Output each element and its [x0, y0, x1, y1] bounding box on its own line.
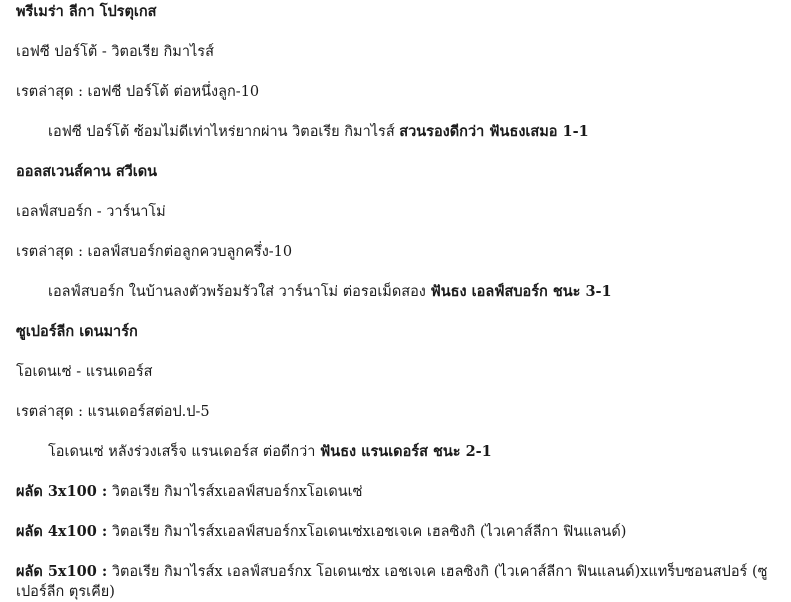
parlay-picks: วิตอเรีย กิมาไรส์x เอลฟ์สบอร์กx โอเดนเซ่x เอชเจเค เฮลซิงกิ (ไวเคาส์ลีกา ฟินแลนด์)xแทร็บซอนสปอร์ (ซูเปอร์ลีก ตุรเคีย): [16, 564, 768, 600]
match-line: เอฟซี ปอร์โต้ - วิตอเรีย กิมาไรส์: [16, 44, 214, 60]
league-title: พรีเมร่า ลีกา โปรตุเกส: [16, 3, 157, 20]
match-line: เอลฟ์สบอร์ก - วาร์นาโม่: [16, 204, 166, 220]
parlay-label: ผลัด 5x100 :: [16, 563, 108, 580]
analysis-text: เอฟซี ปอร์โต้ ซ้อมไม่ดีเท่าไหร่ยากผ่าน วิตอเรีย กิมาไรส์: [48, 124, 400, 140]
analysis-line: [48, 282, 612, 302]
analysis-line: [48, 442, 492, 462]
analysis-text: เอลฟ์สบอร์ก ในบ้านลงตัวพร้อมรัวใส่ วาร์นาโม่ ต่อรอเม็ดสอง: [48, 284, 431, 300]
parlay-label: ผลัด 3x100 :: [16, 483, 108, 500]
parlay-label: ผลัด 4x100 :: [16, 523, 108, 540]
parlay-4x100: [16, 522, 626, 542]
parlay-picks: วิตอเรีย กิมาไรส์xเอลฟ์สบอร์กxโอเดนเซ่: [107, 484, 363, 500]
parlay-3x100: [16, 482, 362, 502]
prediction-verdict: ฟันธง แรนเดอร์ส ชนะ 2-1: [320, 443, 492, 460]
last-rate-line: เรตล่าสุด : แรนเดอร์สต่อป.ป-5: [16, 404, 210, 420]
parlay-5x100: [16, 562, 784, 602]
prediction-verdict: ฟันธง เอลฟ์สบอร์ก ชนะ 3-1: [430, 283, 612, 300]
last-rate-line: เรตล่าสุด : เอลฟ์สบอร์กต่อลูกควบลูกครึ่ง-10: [16, 244, 293, 260]
parlay-picks: วิตอเรีย กิมาไรส์xเอลฟ์สบอร์กxโอเดนเซ่xเอชเจเค เฮลซิงกิ (ไวเคาส์ลีกา ฟินแลนด์): [107, 524, 627, 540]
prediction-verdict: สวนรองดีกว่า ฟันธงเสมอ 1-1: [399, 123, 589, 140]
analysis-text: โอเดนเซ่ หลังร่วงเสร็จ แรนเดอร์ส ต่อดีกว่า: [48, 444, 321, 460]
league-title: ซูเปอร์ลีก เดนมาร์ก: [16, 323, 138, 340]
league-title: ออลสเวนส์คาน สวีเดน: [16, 163, 158, 180]
analysis-line: [48, 122, 589, 142]
last-rate-line: เรตล่าสุด : เอฟซี ปอร์โต้ ต่อหนึ่งลูก-10: [16, 84, 260, 100]
match-line: โอเดนเซ่ - แรนเดอร์ส: [16, 364, 153, 380]
